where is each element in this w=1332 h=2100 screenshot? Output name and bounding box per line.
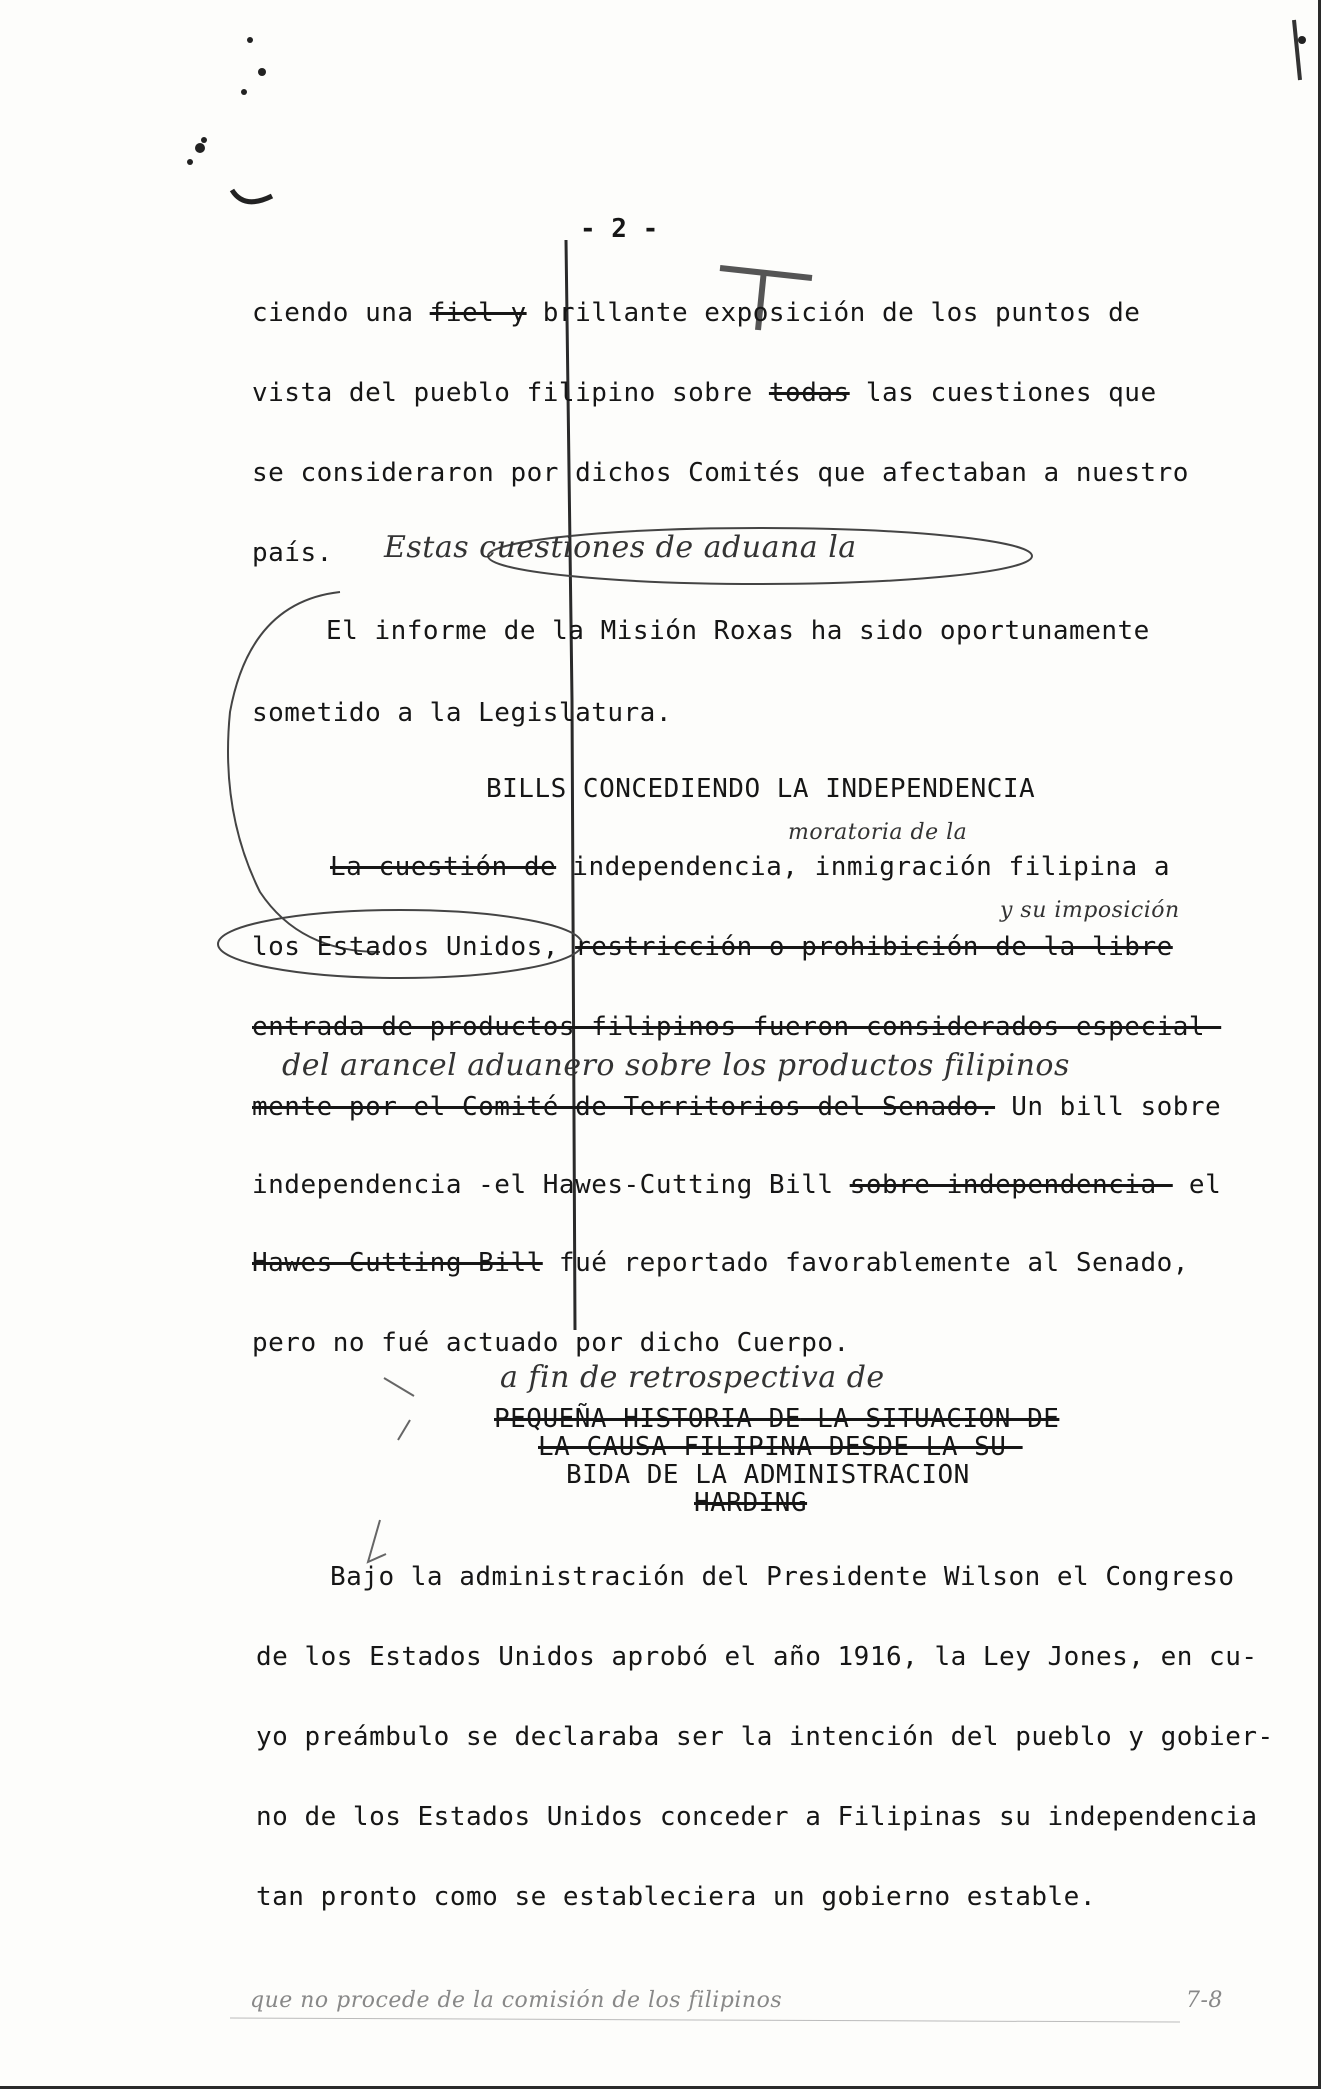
page-number: - 2 -	[580, 214, 659, 244]
handwritten-note-arancel: del arancel aduanero sobre los productos filipinos	[282, 1048, 1070, 1083]
para3-line6: Hawes-Cutting Bill fué reportado favorablemente al Senado,	[252, 1248, 1189, 1278]
para2-line1: El informe de la Misión Roxas ha sido oportunamente	[326, 616, 1150, 646]
footer-handwritten-note: que no procede de la comisión de los filipinos	[250, 1988, 783, 2013]
para4-line5: tan pronto como se estableciera un gobierno estable.	[256, 1882, 1096, 1912]
para4-line4: no de los Estados Unidos conceder a Filipinas su independencia	[256, 1802, 1258, 1832]
footer-page-mark: 7-8	[1186, 1988, 1223, 2013]
para3-line3: entrada de productos filipinos fueron considerados especial-	[252, 1012, 1222, 1042]
para1-line4: país.	[252, 538, 333, 568]
para2-line2: sometido a la Legislatura.	[252, 698, 672, 728]
para4-line2: de los Estados Unidos aprobó el año 1916, la Ley Jones, en cu-	[256, 1642, 1258, 1672]
para3-line4: mente por el Comité de Territorios del Senado. Un bill sobre	[252, 1092, 1222, 1122]
handwritten-note-moratoria: moratoria de la	[788, 820, 968, 845]
heading2-line1: PEQUEÑA HISTORIA DE LA SITUACION DE	[494, 1404, 1060, 1434]
para4-line1: Bajo la administración del Presidente Wilson el Congreso	[330, 1562, 1235, 1592]
handwritten-note-aduana: Estas cuestiones de aduana la	[384, 530, 857, 565]
para1-line2: vista del pueblo filipino sobre todas las cuestiones que	[252, 378, 1157, 408]
heading-bills: BILLS CONCEDIENDO LA INDEPENDENCIA	[486, 774, 1036, 804]
heading2-line2: LA CAUSA FILIPINA DESDE LA SU-	[538, 1432, 1023, 1462]
handwritten-note-imposicion: y su imposición	[1000, 898, 1180, 923]
para3-line2: los Estados Unidos, restricción o prohibición de la libre	[252, 932, 1173, 962]
heading2-line3: BIDA DE LA ADMINISTRACION	[566, 1460, 970, 1490]
para3-line5: independencia -el Hawes-Cutting Bill sobre independencia- el	[252, 1170, 1222, 1200]
heading2-line4: HARDING	[694, 1488, 808, 1518]
para3-line1: La cuestión de independencia, inmigración filipina a	[330, 852, 1170, 882]
para4-line3: yo preámbulo se declaraba ser la intención del pueblo y gobier-	[256, 1722, 1274, 1752]
para1-line1: ciendo una fiel y brillante exposición de los puntos de	[252, 298, 1141, 328]
handwritten-note-retrospectiva: a fin de retrospectiva de	[500, 1360, 885, 1395]
para3-line7: pero no fué actuado por dicho Cuerpo.	[252, 1328, 850, 1358]
para1-line3: se consideraron por dichos Comités que afectaban a nuestro	[252, 458, 1189, 488]
